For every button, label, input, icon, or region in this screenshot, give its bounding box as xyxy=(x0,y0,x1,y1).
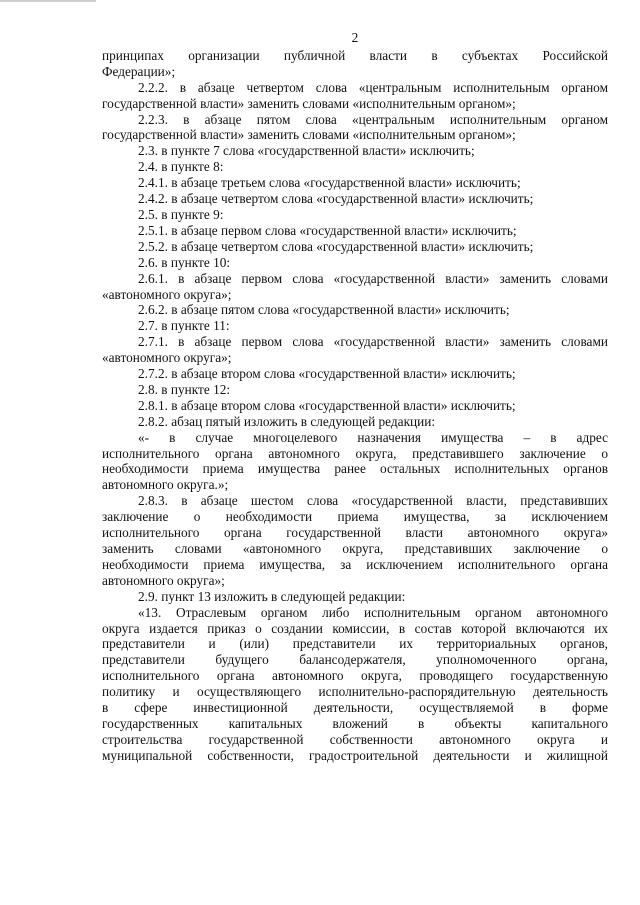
text-line: в сфере инвестиционной деятельности, осуществляемой в форме xyxy=(102,700,608,716)
text-line: муниципальной собственности, градостроительной деятельности и жилищной xyxy=(102,747,608,763)
text-line: 2.2.2. в абзаце четвертом слова «центральным исполнительным органом xyxy=(138,79,608,95)
text-line: «автономного округа»; xyxy=(102,350,232,366)
text-line: 2.4.2. в абзаце четвертом слова «государственной власти» исключить; xyxy=(138,191,534,207)
text-line: «- в случае многоцелевого назначения имущества – в адрес xyxy=(138,429,608,445)
text-line: 2.5.2. в абзаце четвертом слова «государственной власти» исключить; xyxy=(138,238,534,254)
text-line: 2.7.1. в абзаце первом слова «государственной власти» заменить словами xyxy=(138,334,608,350)
text-line: представители будущего балансодержателя, уполномоченного органа, xyxy=(102,652,608,668)
text-line: 2.9. пункт 13 изложить в следующей редакции: xyxy=(138,588,406,604)
text-line: 2.5. в пункте 9: xyxy=(138,206,224,222)
text-line: округа издается приказ о создании комиссии, в состав которой включаются их xyxy=(102,620,608,636)
text-line: 2.4. в пункте 8: xyxy=(138,159,224,175)
top-edge-mark xyxy=(0,0,96,2)
text-line: 2.7. в пункте 11: xyxy=(138,318,230,334)
text-line: заключение о необходимости приема имущества, за исключением xyxy=(102,509,608,525)
text-line: необходимости приема имущества, за исключением исполнительного органа xyxy=(102,556,608,572)
text-line: 2.8.3. в абзаце шестом слова «государственной власти, представивших xyxy=(138,493,608,509)
text-line: 2.8. в пункте 12: xyxy=(138,381,231,397)
text-line: строительства государственной собственности автономного округа и xyxy=(102,731,608,747)
text-line: 2.3. в пункте 7 слова «государственной власти» исключить; xyxy=(138,143,475,159)
text-line: 2.8.2. абзац пятый изложить в следующей редакции: xyxy=(138,413,436,429)
text-line: автономного округа.»; xyxy=(102,477,229,493)
text-line: 2.6.2. в абзаце пятом слова «государственной власти» исключить; xyxy=(138,302,510,318)
text-line: 2.7.2. в абзаце втором слова «государственной власти» исключить; xyxy=(138,366,516,382)
text-line: автономного округа»; xyxy=(102,572,225,588)
text-line: 2.8.1. в абзаце втором слова «государственной власти» исключить; xyxy=(138,397,516,413)
text-line: принципах организации публичной власти в субъектах Российской xyxy=(102,47,608,63)
text-line: 2.6. в пункте 10: xyxy=(138,254,231,270)
document-page xyxy=(102,30,608,764)
page-number: 2 xyxy=(351,30,359,45)
text-line: «13. Отраслевым органом либо исполнительным органом автономного xyxy=(138,604,608,620)
text-line: 2.4.1. в абзаце третьем слова «государственной власти» исключить; xyxy=(138,175,521,191)
text-line: 2.5.1. в абзаце первом слова «государственной власти» исключить; xyxy=(138,222,517,238)
text-line: 2.2.3. в абзаце пятом слова «центральным исполнительным органом xyxy=(138,111,608,127)
document-body xyxy=(102,48,608,764)
text-line: исполнительного органа автономного округа, проводящего государственную xyxy=(102,668,608,684)
text-line: 2.6.1. в абзаце первом слова «государственной власти» заменить словами xyxy=(138,270,608,286)
text-line: политику и осуществляющего исполнительно-распорядительную деятельность xyxy=(102,684,608,700)
text-line: исполнительного органа государственной власти автономного округа» xyxy=(102,525,608,541)
text-line: исполнительного органа автономного округа, представившего заключение о xyxy=(102,445,608,461)
text-line: заменить словами «автономного округа, представивших заключение о xyxy=(102,541,608,556)
text-line: государственной власти» заменить словами «исполнительным органом»; xyxy=(102,95,516,111)
text-line: «автономного округа»; xyxy=(102,286,232,302)
text-line: государственных капитальных вложений в объекты капитального xyxy=(102,715,608,731)
text-line: необходимости приема имущества ранее остальных исполнительных органов xyxy=(102,461,608,477)
text-line: представители и (или) представители их территориальных органов, xyxy=(102,636,608,652)
text-line: государственной власти» заменить словами «исполнительным органом»; xyxy=(102,127,516,143)
text-line: Федерации»; xyxy=(102,63,176,79)
